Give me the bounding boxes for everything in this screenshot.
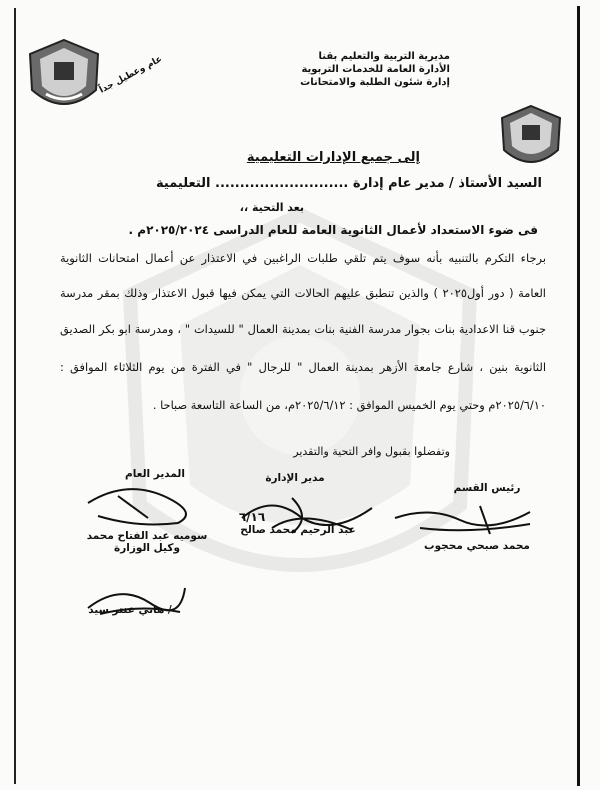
letterhead [300, 50, 450, 89]
letterhead-line-3: إدارة شئون الطلبة والامتحانات [300, 77, 450, 88]
addressee-line: إلى جميع الإدارات التعليمية [246, 150, 420, 165]
general-name-block [72, 530, 222, 554]
body-line-5: ٢٠٢٥/٦/١٠م وحتي يوم الخميس الموافق : ٢٠٢٥/٦/١٢م، من الساعة التاسعة صباحا . [152, 398, 546, 412]
admin-name: عبد الرحيم محمد صالح [240, 524, 356, 536]
emblem-watermark [110, 205, 490, 625]
greeting-line: بعد التحية ،، [239, 201, 304, 214]
head-signature [390, 498, 540, 538]
head-title: رئيس القسم [453, 482, 521, 494]
signature-block-head [432, 482, 542, 494]
general-name: سوميه عبد الفتاح محمد [86, 530, 208, 542]
letterhead-line-1: مديرية التربية والتعليم بقنا [318, 51, 450, 62]
body-line-2: العامة ( دور أول٢٠٢٥ ) والذين تنطبق عليهم الحالات التي يمكن فيها قبول الاعتذار وذلك بمقر مدرسة [60, 286, 546, 300]
subject-line: فى ضوء الاستعداد لأعمال الثانوية العامة للعام الدراسى ٢٠٢٥/٢٠٢٤م . [128, 223, 538, 237]
body-line-4: الثانوية بنين ، شارع جامعة الأزهر بمدينة العمال " للرجال " في الفترة من يوم الثلاثاء الموافق : [60, 360, 546, 374]
salutation-line: السيد الأستاذ / مدير عام إدارة ........................... التعليمية [156, 176, 542, 191]
signature-date: ٦/١٦ [238, 510, 266, 524]
general-role: وكيل الوزارة [114, 542, 180, 554]
undersecretary-signature [80, 578, 190, 618]
general-title: المدير العام [125, 468, 185, 480]
ministry-logo [28, 38, 100, 116]
closing-line: وتفضلوا بقبول وافر التحية والتقدير [293, 445, 450, 458]
head-name-block [412, 540, 542, 552]
body-line-1: برجاء التكرم بالتنبيه بأنه سوف يتم تلقي طلبات الراغبين في الاعتذار عن أعمال امتحانات الثانوية [60, 251, 546, 265]
body-line-3: جنوب قنا الاعدادية بنات بجوار مدرسة الفنية بنات بمدينة العمال " للسيدات " ، ومدرسة ابو بكر الصديق [60, 322, 546, 336]
head-name: محمد صبحي محجوب [424, 540, 530, 552]
undersecretary-name: / هاني عنتر سيد [88, 604, 172, 616]
right-margin-line [577, 6, 580, 786]
slogan-text: عام وعطيل جداً [98, 54, 164, 96]
general-signature [78, 478, 208, 528]
admin-title: مدير الإدارة [265, 472, 325, 484]
directorate-logo [500, 104, 562, 172]
letterhead-line-2: الأدارة العامة للخدمات التربوية [301, 64, 450, 75]
admin-signature [232, 488, 382, 538]
left-margin-line [14, 8, 16, 784]
signature-block-admin [240, 472, 350, 484]
